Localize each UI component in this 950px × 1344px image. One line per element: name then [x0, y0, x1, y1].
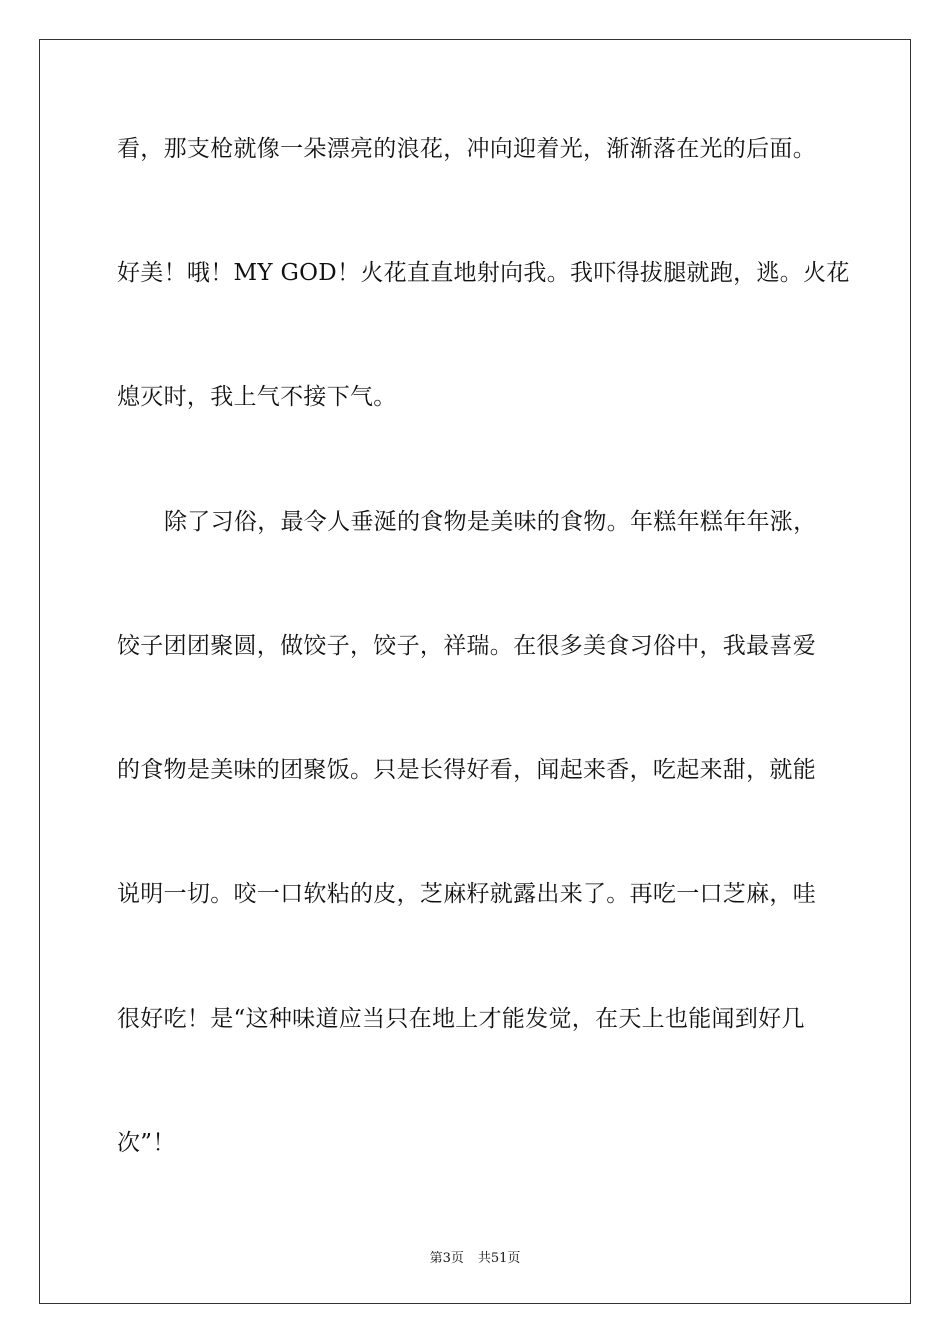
text-line: 熄灭时，我上气不接下气。 — [117, 384, 397, 410]
text-line: 好美！哦！MY GOD！火花直直地射向我。我吓得拔腿就跑，逃。火花 — [117, 260, 850, 286]
text-line: 次”！ — [117, 1130, 176, 1156]
page-footer — [0, 1247, 950, 1266]
page-border — [39, 39, 911, 1304]
text-line: 的食物是美味的团聚饭。只是长得好看，闻起来香，吃起来甜，就能 — [117, 757, 816, 783]
text-line: 很好吃！是“这种味道应当只在地上才能发觉，在天上也能闻到好几 — [117, 1006, 805, 1032]
page-total: 共51页 — [477, 1251, 521, 1266]
text-line-indented: 除了习俗，最令人垂涎的食物是美味的食物。年糕年糕年年涨， — [164, 509, 817, 535]
text-line: 说明一切。咬一口软粘的皮，芝麻籽就露出来了。再吃一口芝麻，哇 — [117, 881, 816, 907]
text-line: 饺子团团聚圆，做饺子，饺子，祥瑞。在很多美食习俗中，我最喜爱 — [117, 633, 816, 659]
page-number: 第3页 — [429, 1251, 464, 1266]
text-line: 看，那支枪就像一朵漂亮的浪花，冲向迎着光，渐渐落在光的后面。 — [117, 136, 816, 162]
